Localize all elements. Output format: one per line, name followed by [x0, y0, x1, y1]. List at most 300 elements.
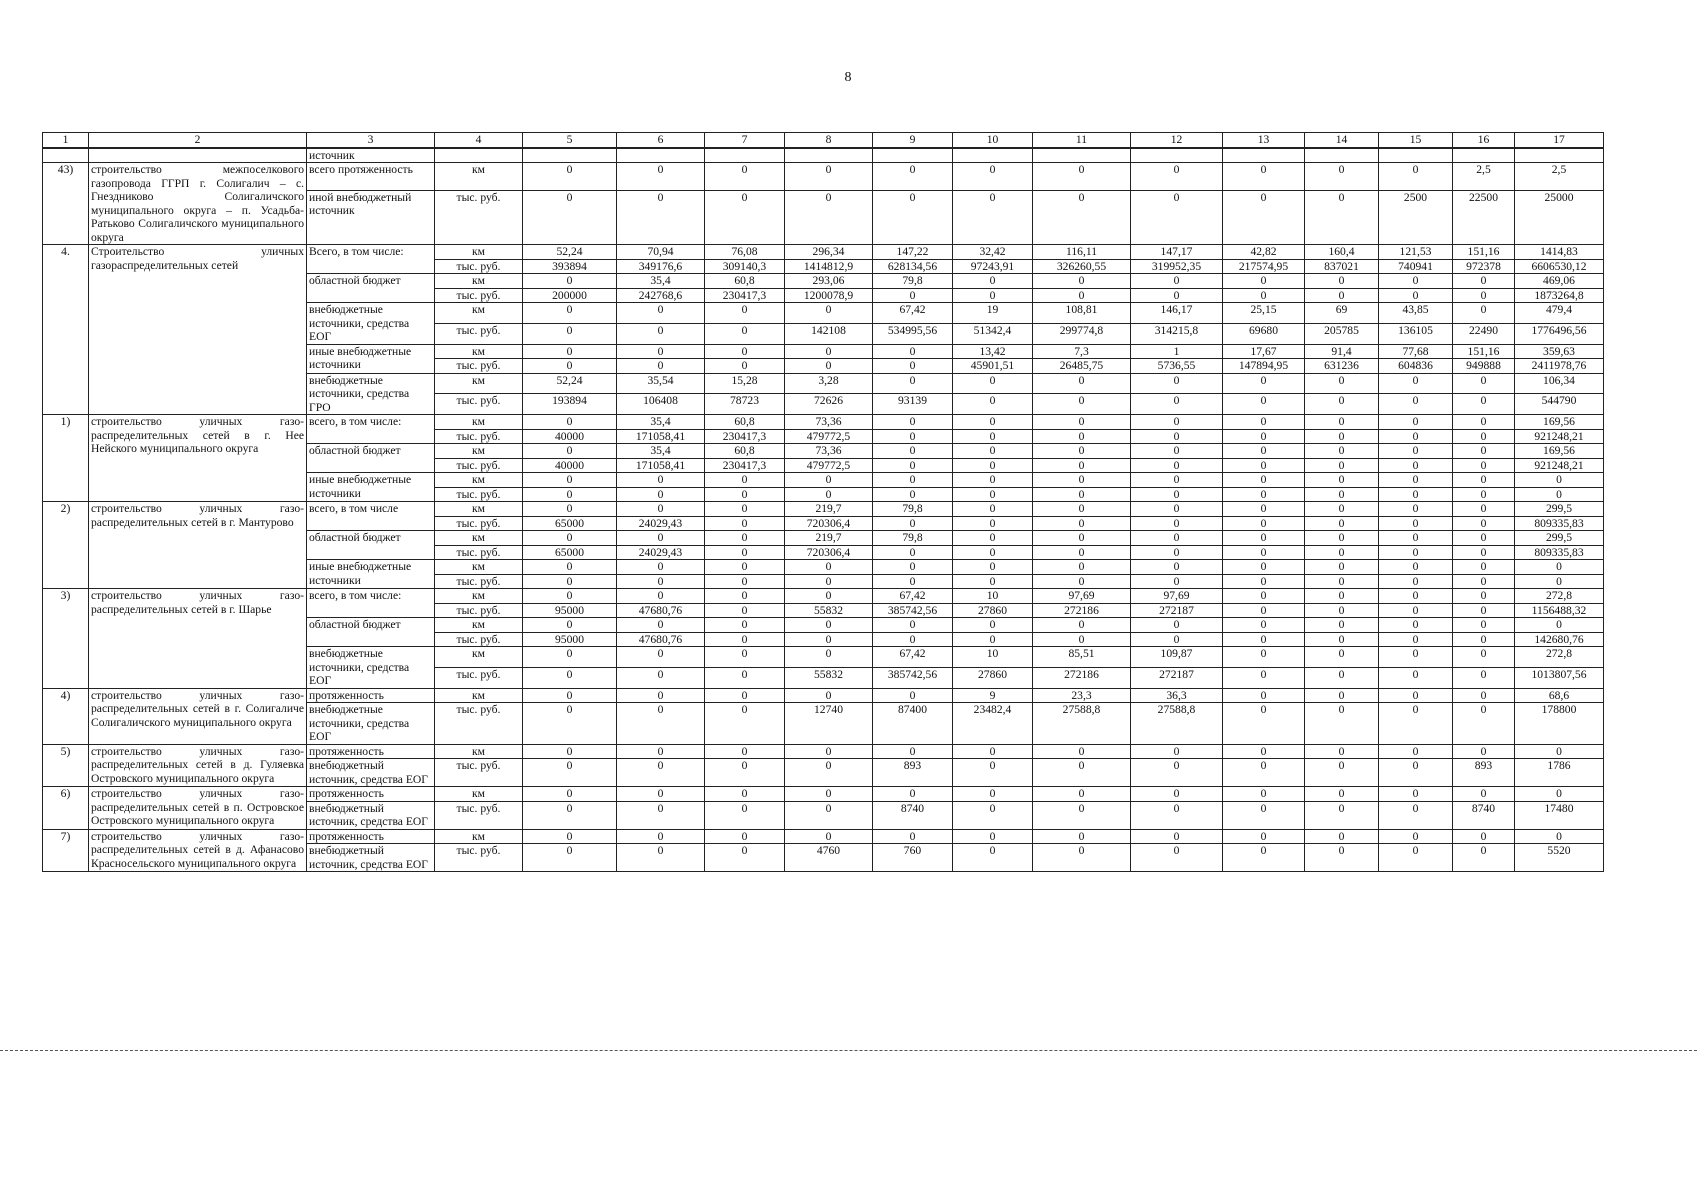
- unit: км: [435, 744, 523, 759]
- value-cell: 0: [523, 667, 617, 688]
- value-cell: 0: [1379, 647, 1453, 668]
- value-cell: 0: [873, 516, 953, 531]
- value-cell: 0: [1131, 801, 1223, 829]
- value-cell: 0: [523, 829, 617, 844]
- value-cell: 0: [1515, 473, 1604, 488]
- value-cell: 0: [1305, 787, 1379, 802]
- value-cell: 0: [1033, 787, 1131, 802]
- value-cell: 0: [617, 344, 705, 359]
- value-cell: 0: [1379, 516, 1453, 531]
- value-cell: 0: [1033, 190, 1131, 244]
- value-cell: 27588,8: [1033, 703, 1131, 745]
- value-cell: [617, 148, 705, 163]
- value-cell: 230417,3: [705, 458, 785, 473]
- value-cell: 0: [1379, 444, 1453, 459]
- value-cell: 1776496,56: [1515, 323, 1604, 344]
- value-cell: [1453, 148, 1515, 163]
- value-cell: 0: [1223, 473, 1305, 488]
- value-cell: 0: [1453, 487, 1515, 502]
- column-number: 3: [307, 133, 435, 148]
- value-cell: 0: [523, 502, 617, 517]
- value-cell: 0: [1131, 516, 1223, 531]
- value-cell: 0: [617, 744, 705, 759]
- value-cell: 0: [523, 323, 617, 344]
- value-cell: 0: [1131, 502, 1223, 517]
- value-cell: 0: [1305, 190, 1379, 244]
- value-cell: 0: [1305, 589, 1379, 604]
- value-cell: 1414812,9: [785, 259, 873, 274]
- value-cell: 0: [1223, 545, 1305, 560]
- value-cell: 0: [523, 487, 617, 502]
- column-number: 17: [1515, 133, 1604, 148]
- value-cell: 65000: [523, 545, 617, 560]
- value-cell: 0: [523, 274, 617, 289]
- value-cell: [1131, 148, 1223, 163]
- value-cell: 193894: [523, 394, 617, 415]
- value-cell: 0: [705, 829, 785, 844]
- value-cell: 272,8: [1515, 589, 1604, 604]
- value-cell: 0: [523, 688, 617, 703]
- value-cell: 0: [1305, 516, 1379, 531]
- funding-source: Всего, в том числе:: [307, 245, 435, 274]
- value-cell: 0: [1453, 667, 1515, 688]
- value-cell: 17480: [1515, 801, 1604, 829]
- value-cell: 0: [705, 303, 785, 324]
- value-cell: 0: [1033, 429, 1131, 444]
- value-cell: 146,17: [1131, 303, 1223, 324]
- value-cell: 160,4: [1305, 245, 1379, 260]
- value-cell: 0: [1379, 618, 1453, 633]
- column-number: 14: [1305, 133, 1379, 148]
- value-cell: 0: [873, 473, 953, 488]
- value-cell: 0: [1515, 744, 1604, 759]
- unit: км: [435, 473, 523, 488]
- value-cell: 55832: [785, 667, 873, 688]
- value-cell: 0: [1379, 844, 1453, 872]
- value-cell: 0: [1379, 688, 1453, 703]
- funding-source: иной внебюджетный источник: [307, 190, 435, 244]
- value-cell: 76,08: [705, 245, 785, 260]
- value-cell: 0: [1223, 787, 1305, 802]
- value-cell: 0: [785, 801, 873, 829]
- value-cell: 0: [1131, 787, 1223, 802]
- value-cell: 299,5: [1515, 502, 1604, 517]
- unit: км: [435, 787, 523, 802]
- unit: тыс. руб.: [435, 703, 523, 745]
- value-cell: 0: [705, 502, 785, 517]
- value-cell: 0: [953, 444, 1033, 459]
- value-cell: 0: [617, 801, 705, 829]
- value-cell: 0: [523, 190, 617, 244]
- value-cell: 0: [1379, 574, 1453, 589]
- value-cell: 740941: [1379, 259, 1453, 274]
- value-cell: 0: [1305, 744, 1379, 759]
- value-cell: 10: [953, 589, 1033, 604]
- value-cell: 171058,41: [617, 429, 705, 444]
- value-cell: 23482,4: [953, 703, 1033, 745]
- item-name: Строительство уличных газораспределительных сетей: [89, 245, 307, 415]
- table-row: [43, 787, 1604, 802]
- value-cell: 0: [1515, 487, 1604, 502]
- table-row: [43, 148, 1604, 163]
- value-cell: 720306,4: [785, 545, 873, 560]
- value-cell: 0: [1379, 458, 1453, 473]
- unit: км: [435, 344, 523, 359]
- value-cell: 0: [1033, 744, 1131, 759]
- value-cell: 19: [953, 303, 1033, 324]
- value-cell: 0: [1379, 373, 1453, 394]
- value-cell: 60,8: [705, 444, 785, 459]
- item-name: строительство уличных газо-распределительных сетей в д. Афанасово Красносельского муниципального округа: [89, 829, 307, 872]
- value-cell: 0: [953, 288, 1033, 303]
- value-cell: 0: [873, 190, 953, 244]
- value-cell: 0: [705, 703, 785, 745]
- value-cell: 0: [1305, 429, 1379, 444]
- value-cell: 178800: [1515, 703, 1604, 745]
- value-cell: 299,5: [1515, 531, 1604, 546]
- value-cell: 0: [873, 373, 953, 394]
- value-cell: 200000: [523, 288, 617, 303]
- value-cell: 0: [523, 801, 617, 829]
- unit: тыс. руб.: [435, 801, 523, 829]
- value-cell: 0: [785, 744, 873, 759]
- column-number: 9: [873, 133, 953, 148]
- value-cell: 628134,56: [873, 259, 953, 274]
- value-cell: 0: [953, 759, 1033, 787]
- value-cell: 0: [1379, 667, 1453, 688]
- value-cell: 0: [523, 574, 617, 589]
- value-cell: 0: [953, 487, 1033, 502]
- value-cell: 79,8: [873, 531, 953, 546]
- value-cell: 106,34: [1515, 373, 1604, 394]
- value-cell: 1156488,32: [1515, 603, 1604, 618]
- funding-source: внебюджетные источники, средства ЕОГ: [307, 647, 435, 689]
- value-cell: 0: [705, 844, 785, 872]
- column-number: 10: [953, 133, 1033, 148]
- value-cell: 0: [705, 560, 785, 575]
- value-cell: 385742,56: [873, 603, 953, 618]
- value-cell: 0: [953, 473, 1033, 488]
- value-cell: 0: [617, 703, 705, 745]
- value-cell: 0: [705, 545, 785, 560]
- value-cell: 0: [873, 574, 953, 589]
- value-cell: 230417,3: [705, 429, 785, 444]
- value-cell: 0: [617, 487, 705, 502]
- value-cell: 1873264,8: [1515, 288, 1604, 303]
- value-cell: 0: [1033, 163, 1131, 191]
- value-cell: 0: [1131, 574, 1223, 589]
- value-cell: 0: [617, 190, 705, 244]
- value-cell: 0: [953, 190, 1033, 244]
- column-number: 1: [43, 133, 89, 148]
- value-cell: 0: [705, 632, 785, 647]
- value-cell: 0: [1453, 415, 1515, 430]
- value-cell: 809335,83: [1515, 545, 1604, 560]
- item-name: строительство уличных газо-распределительных сетей в г. Солигаличе Солигаличского муниципального округа: [89, 688, 307, 744]
- value-cell: 8740: [873, 801, 953, 829]
- value-cell: 0: [617, 844, 705, 872]
- value-cell: 0: [705, 667, 785, 688]
- value-cell: 0: [953, 618, 1033, 633]
- value-cell: 893: [873, 759, 953, 787]
- value-cell: 0: [1305, 647, 1379, 668]
- value-cell: 0: [953, 274, 1033, 289]
- value-cell: 25,15: [1223, 303, 1305, 324]
- value-cell: 0: [1305, 473, 1379, 488]
- funding-source: протяженность: [307, 688, 435, 703]
- value-cell: 0: [705, 744, 785, 759]
- value-cell: 0: [785, 190, 873, 244]
- value-cell: 0: [617, 829, 705, 844]
- unit: км: [435, 560, 523, 575]
- item-number: 6): [43, 787, 89, 830]
- value-cell: 0: [523, 444, 617, 459]
- value-cell: 921248,21: [1515, 429, 1604, 444]
- value-cell: 921248,21: [1515, 458, 1604, 473]
- unit: тыс. руб.: [435, 487, 523, 502]
- value-cell: 0: [1223, 531, 1305, 546]
- value-cell: 393894: [523, 259, 617, 274]
- value-cell: 0: [1305, 502, 1379, 517]
- value-cell: 0: [1223, 618, 1305, 633]
- funding-source: иные внебюджетные источники: [307, 344, 435, 373]
- unit: тыс. руб.: [435, 429, 523, 444]
- value-cell: 0: [873, 359, 953, 374]
- value-cell: 359,63: [1515, 344, 1604, 359]
- value-cell: 0: [617, 323, 705, 344]
- value-cell: 0: [1223, 829, 1305, 844]
- value-cell: 0: [953, 516, 1033, 531]
- value-cell: 0: [1223, 703, 1305, 745]
- value-cell: 0: [873, 344, 953, 359]
- value-cell: 0: [523, 163, 617, 191]
- value-cell: 0: [617, 560, 705, 575]
- value-cell: 0: [785, 359, 873, 374]
- value-cell: 0: [1305, 801, 1379, 829]
- table-body: [43, 133, 1604, 872]
- unit: тыс. руб.: [435, 288, 523, 303]
- value-cell: 0: [705, 787, 785, 802]
- value-cell: 35,4: [617, 444, 705, 459]
- value-cell: 0: [523, 589, 617, 604]
- funding-source: областной бюджет: [307, 274, 435, 303]
- value-cell: [1033, 148, 1131, 163]
- value-cell: 604836: [1379, 359, 1453, 374]
- value-cell: 534995,56: [873, 323, 953, 344]
- value-cell: 0: [523, 744, 617, 759]
- value-cell: 0: [953, 545, 1033, 560]
- value-cell: 108,81: [1033, 303, 1131, 324]
- value-cell: 893: [1453, 759, 1515, 787]
- value-cell: 217574,95: [1223, 259, 1305, 274]
- value-cell: 0: [705, 603, 785, 618]
- value-cell: 106408: [617, 394, 705, 415]
- value-cell: 0: [1305, 274, 1379, 289]
- value-cell: 0: [785, 344, 873, 359]
- unit: км: [435, 618, 523, 633]
- value-cell: 0: [1131, 274, 1223, 289]
- value-cell: 385742,56: [873, 667, 953, 688]
- value-cell: 0: [1131, 444, 1223, 459]
- value-cell: 77,68: [1379, 344, 1453, 359]
- value-cell: 0: [1223, 487, 1305, 502]
- value-cell: 0: [873, 744, 953, 759]
- value-cell: 22490: [1453, 323, 1515, 344]
- value-cell: 142680,76: [1515, 632, 1604, 647]
- value-cell: 0: [1033, 274, 1131, 289]
- value-cell: [953, 148, 1033, 163]
- column-number: 16: [1453, 133, 1515, 148]
- value-cell: 67,42: [873, 589, 953, 604]
- unit: км: [435, 245, 523, 260]
- page-cut-line: [0, 1050, 1697, 1051]
- value-cell: 0: [617, 359, 705, 374]
- value-cell: 760: [873, 844, 953, 872]
- value-cell: 0: [785, 487, 873, 502]
- value-cell: 27860: [953, 667, 1033, 688]
- value-cell: 0: [617, 667, 705, 688]
- value-cell: 0: [523, 473, 617, 488]
- value-cell: 0: [705, 487, 785, 502]
- value-cell: 0: [953, 373, 1033, 394]
- funding-source: протяженность: [307, 787, 435, 802]
- value-cell: 0: [873, 444, 953, 459]
- value-cell: 0: [705, 323, 785, 344]
- value-cell: 0: [1453, 688, 1515, 703]
- value-cell: 0: [1305, 667, 1379, 688]
- item-number: 7): [43, 829, 89, 872]
- value-cell: 97,69: [1033, 589, 1131, 604]
- value-cell: 17,67: [1223, 344, 1305, 359]
- value-cell: 0: [1305, 844, 1379, 872]
- value-cell: 0: [1379, 603, 1453, 618]
- item-name: строительство уличных газо-распределительных сетей в п. Островское Островского муниципального округа: [89, 787, 307, 830]
- value-cell: 79,8: [873, 502, 953, 517]
- value-cell: 0: [617, 688, 705, 703]
- value-cell: 0: [1379, 787, 1453, 802]
- value-cell: 0: [1033, 394, 1131, 415]
- value-cell: 479772,5: [785, 458, 873, 473]
- unit: км: [435, 531, 523, 546]
- value-cell: 35,4: [617, 415, 705, 430]
- value-cell: 0: [705, 647, 785, 668]
- value-cell: 0: [1033, 531, 1131, 546]
- item-number: 4.: [43, 245, 89, 415]
- value-cell: 8740: [1453, 801, 1515, 829]
- unit: тыс. руб.: [435, 359, 523, 374]
- unit: тыс. руб.: [435, 632, 523, 647]
- item-number: [43, 148, 89, 163]
- value-cell: 109,87: [1131, 647, 1223, 668]
- unit: км: [435, 589, 523, 604]
- value-cell: 0: [1033, 502, 1131, 517]
- value-cell: 0: [1131, 744, 1223, 759]
- value-cell: 272187: [1131, 667, 1223, 688]
- value-cell: 151,16: [1453, 245, 1515, 260]
- value-cell: 0: [953, 531, 1033, 546]
- funding-source: внебюджетные источники, средства ЕОГ: [307, 303, 435, 345]
- value-cell: 0: [1131, 487, 1223, 502]
- value-cell: 0: [1453, 574, 1515, 589]
- value-cell: 0: [1305, 487, 1379, 502]
- unit: тыс. руб.: [435, 759, 523, 787]
- unit: км: [435, 303, 523, 324]
- value-cell: 0: [953, 163, 1033, 191]
- value-cell: 0: [1305, 458, 1379, 473]
- value-cell: [523, 148, 617, 163]
- value-cell: 0: [953, 744, 1033, 759]
- item-number: 1): [43, 415, 89, 502]
- value-cell: 55832: [785, 603, 873, 618]
- value-cell: 0: [785, 618, 873, 633]
- value-cell: 0: [1379, 473, 1453, 488]
- value-cell: 0: [1131, 394, 1223, 415]
- value-cell: 0: [1223, 516, 1305, 531]
- value-cell: 0: [523, 560, 617, 575]
- funding-source: внебюджетный источник, средства ЕОГ: [307, 801, 435, 829]
- table-row: [43, 829, 1604, 844]
- unit: тыс. руб.: [435, 394, 523, 415]
- value-cell: 230417,3: [705, 288, 785, 303]
- unit: км: [435, 647, 523, 668]
- value-cell: 309140,3: [705, 259, 785, 274]
- value-cell: 0: [1379, 415, 1453, 430]
- value-cell: 0: [523, 303, 617, 324]
- unit: км: [435, 415, 523, 430]
- value-cell: 0: [1305, 444, 1379, 459]
- value-cell: 0: [1223, 603, 1305, 618]
- funding-source: всего протяженность: [307, 163, 435, 191]
- value-cell: 35,54: [617, 373, 705, 394]
- value-cell: 0: [953, 801, 1033, 829]
- value-cell: 0: [873, 560, 953, 575]
- value-cell: 47680,76: [617, 632, 705, 647]
- value-cell: 0: [617, 531, 705, 546]
- value-cell: 0: [1305, 531, 1379, 546]
- value-cell: 720306,4: [785, 516, 873, 531]
- value-cell: 0: [785, 829, 873, 844]
- value-cell: 0: [873, 288, 953, 303]
- value-cell: 0: [873, 545, 953, 560]
- column-number: 13: [1223, 133, 1305, 148]
- value-cell: 219,7: [785, 502, 873, 517]
- value-cell: 0: [705, 516, 785, 531]
- value-cell: 0: [1453, 560, 1515, 575]
- value-cell: 0: [1453, 531, 1515, 546]
- value-cell: 9: [953, 688, 1033, 703]
- value-cell: 0: [1223, 415, 1305, 430]
- value-cell: 6606530,12: [1515, 259, 1604, 274]
- unit: тыс. руб.: [435, 574, 523, 589]
- value-cell: 0: [1223, 574, 1305, 589]
- value-cell: 0: [785, 759, 873, 787]
- value-cell: 121,53: [1379, 245, 1453, 260]
- value-cell: 0: [1453, 429, 1515, 444]
- value-cell: 0: [953, 458, 1033, 473]
- value-cell: 349176,6: [617, 259, 705, 274]
- value-cell: [1515, 148, 1604, 163]
- unit: тыс. руб.: [435, 516, 523, 531]
- value-cell: 0: [1305, 618, 1379, 633]
- table-row: [43, 163, 1604, 191]
- value-cell: 171058,41: [617, 458, 705, 473]
- value-cell: 0: [523, 618, 617, 633]
- unit: тыс. руб.: [435, 603, 523, 618]
- value-cell: 0: [873, 487, 953, 502]
- funding-source: протяженность: [307, 744, 435, 759]
- value-cell: 0: [1453, 647, 1515, 668]
- value-cell: 0: [1453, 444, 1515, 459]
